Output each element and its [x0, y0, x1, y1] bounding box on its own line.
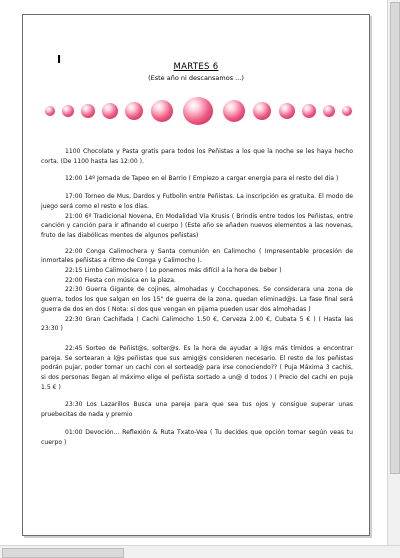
schedule-paragraph: 22:30 Gran Cachifada ( Cachi Calimocho 1.50 €, Cerveza 2.00 €, Cubata 5 € ) ( Hasta las 23:30 ): [41, 315, 353, 333]
schedule-paragraph: 22:15 Limbo Calimochero ( Lo ponemos más difícil a la hora de beber ): [65, 267, 282, 275]
schedule-paragraph: 22:45 Sorteo de Peñist@s, solter@s. Es la hora de ayudar a l@s más tímidos a encontrar pareja. Se sortearan a l@s peñistas que sus amig@s consideren necesario. El resto de los peñistas podrán pujar, poder tomar un cachi con el sortead@ para irse conociendo?? ( Puja Máxima 3 cachis, si dos personas llegan al máximo elige el peñista sortado a un@ d todos ) ( Precio del cachi en puja 1.5 € ): [41, 344, 353, 391]
schedule-paragraph: 17:00 Torneo de Mus, Dardos y Futbolín entre Peñistas. La inscripción es gratuita. El modo de juego será como el resto e los días.: [41, 193, 353, 210]
document-page: [22, 14, 370, 536]
pearl-icon: [151, 100, 173, 122]
page-subtitle: (Este año ni descansamos ...): [148, 74, 244, 82]
schedule-body: [41, 147, 353, 455]
schedule-paragraph: 22:00 Fiesta con música en la plaza.: [65, 276, 176, 284]
schedule-paragraph: 22:00 Conga Calimochera y Santa comunión en Calimocho ( Impresentable procesión de inmortales peñistas a ritmo de Conga y Calimocho ).: [41, 247, 353, 265]
pearl-icon: [102, 103, 118, 119]
schedule-paragraph: 22:30 Guerra Gigante de cojines, almohadas y Cocchapones. Se considerara una zona de guerra, todos los que salgan en los 15" de guerra de la zona, quedan eliminad@s. La fase final será guerra de dos en dos ( Nota: si dos que vengan en pijama pueden usar dos almohadas ): [41, 286, 353, 313]
scrollbar-thumb[interactable]: [390, 2, 400, 474]
horizontal-scrollbar[interactable]: [0, 545, 400, 558]
pearl-icon: [183, 97, 213, 125]
pearl-icon: [302, 104, 316, 118]
pearl-icon: [223, 100, 245, 122]
pearl-icon: [279, 103, 295, 119]
schedule-paragraph: 01:00 Devoción... Reflexión & Ruta Txato-Vea ( Tu decides que opción tomar según veas tu cuerpo ): [41, 428, 353, 446]
pearl-icon: [62, 105, 74, 117]
schedule-paragraph: 21:00 6º Tradicional Novena, En Modalidad Vía Krusis ( Brindis entre todos los Peñistas, entre canción y canción para ir afinando el cuerpo ) (Este año se añaden nuevos elementos a las novenas, fruto de las diabólicas mentes de algunos peñistas): [41, 212, 353, 239]
scrollbar-thumb[interactable]: [2, 548, 124, 558]
page-title: MARTES 6: [173, 62, 219, 72]
schedule-paragraph: 12:00 14º Jornada de Tapeo en el Barrio ( Empiezo a cargar energia para el resto del dia ): [65, 175, 339, 183]
pearl-icon: [125, 102, 143, 120]
pearl-icon: [253, 102, 271, 120]
pearl-icon: [323, 105, 335, 117]
pearl-icon: [45, 106, 55, 116]
pearl-icon: [342, 106, 352, 116]
schedule-paragraph: 1100 Chocolate y Pasta gratis para todos los Peñistas a los que la noche se les haya hecho corta. (De 1100 hasta las 12:00 ).: [41, 148, 353, 165]
pearl-icon: [81, 104, 95, 118]
vertical-scrollbar[interactable]: [387, 0, 400, 546]
schedule-paragraph: 23:30 Los Lazarillos Busca una pareja para que sea tus ojos y consigue superar unas pruebecitas de nada y premio: [41, 401, 353, 419]
pearl-divider: [43, 97, 361, 125]
page-number: I: [57, 53, 62, 66]
